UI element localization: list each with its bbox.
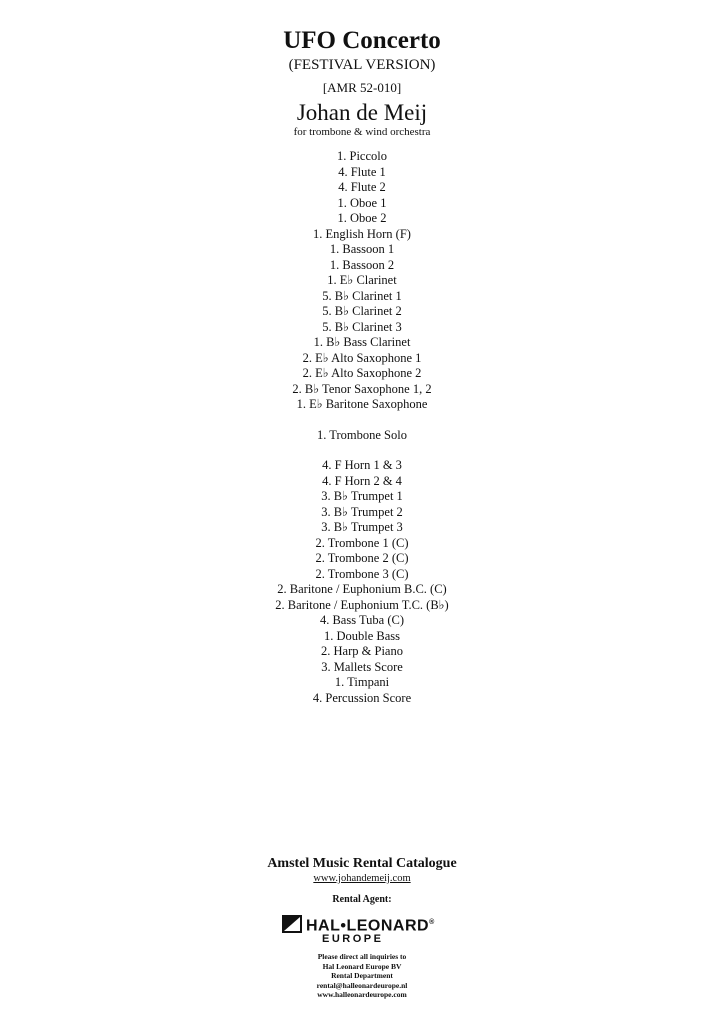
rental-catalogue-title: Amstel Music Rental Catalogue — [267, 856, 457, 871]
part-item: 3. B♭ Trumpet 3 — [321, 520, 403, 534]
piece-subtitle: (FESTIVAL VERSION) — [288, 57, 436, 73]
hal-leonard-logo-region: EUROPE — [322, 933, 384, 945]
score-header — [0, 26, 724, 139]
part-item: 3. Mallets Score — [321, 659, 403, 674]
part-item: 2. Baritone / Euphonium T.C. (B♭) — [275, 597, 449, 612]
footer — [0, 855, 724, 1000]
hal-leonard-logo — [282, 912, 442, 950]
part-item: 2. B♭ Tenor Saxophone 1, 2 — [292, 381, 432, 396]
group-spacer — [0, 413, 724, 428]
part-item: 2. Trombone 1 (C) — [315, 535, 409, 550]
part-item: 4. Percussion Score — [312, 690, 412, 705]
part-item: 1. English Horn (F) — [313, 226, 411, 241]
part-item: 1. B♭ Bass Clarinet — [313, 335, 411, 349]
part-item: 2. Baritone / Euphonium B.C. (C) — [277, 582, 447, 596]
parts-group-woodwinds — [0, 149, 724, 413]
part-item: 4. F Horn 1 & 3 — [322, 458, 402, 472]
group-spacer — [0, 443, 724, 458]
part-item: 4. Flute 1 — [338, 164, 386, 179]
registered-mark: ® — [429, 919, 435, 926]
part-item: 5. B♭ Clarinet 2 — [322, 304, 402, 318]
rental-agent-label: Rental Agent: — [332, 894, 392, 905]
composer-website-link[interactable]: www.johandemeij.com — [313, 873, 411, 884]
part-item: 5. B♭ Clarinet 3 — [322, 319, 402, 334]
part-item: 1. Timpani — [334, 675, 390, 689]
instrumentation-line: for trombone & wind orchestra — [293, 126, 431, 138]
hal-leonard-website-link[interactable]: www.halleonardeurope.com — [317, 990, 407, 999]
piece-title: UFO Concerto — [283, 27, 441, 54]
hal-leonard-mark-icon — [282, 915, 302, 933]
part-item: 4. F Horn 2 & 4 — [322, 473, 402, 488]
rental-email-link[interactable]: rental@halleonardeurope.nl — [316, 980, 408, 990]
part-item: 1. Oboe 2 — [337, 211, 387, 225]
parts-group-brass-percussion — [0, 458, 724, 706]
hal-leonard-logo-name: HAL•LEONARD — [306, 917, 430, 935]
part-item: 1. E♭ Clarinet — [327, 273, 397, 287]
part-item: 1. Oboe 1 — [337, 195, 387, 210]
inquiry-line: Rental Department — [331, 971, 393, 980]
part-item: 3. B♭ Trumpet 2 — [321, 504, 403, 519]
parts-group-solo — [0, 428, 724, 444]
part-item: 2. Trombone 3 (C) — [315, 566, 409, 581]
composer-name: Johan de Meij — [296, 100, 428, 125]
part-item: 2. Harp & Piano — [321, 644, 403, 658]
part-item: 2. Trombone 2 (C) — [315, 551, 409, 565]
part-item: 3. B♭ Trumpet 1 — [321, 489, 403, 503]
part-item: 1. Trombone Solo — [317, 427, 407, 442]
part-item: 1. Piccolo — [337, 149, 387, 163]
inquiry-line: Hal Leonard Europe BV — [322, 961, 402, 971]
part-item: 1. Bassoon 1 — [329, 242, 395, 256]
part-item: 4. Flute 2 — [338, 180, 386, 194]
part-item: 4. Bass Tuba (C) — [319, 613, 405, 627]
part-item: 5. B♭ Clarinet 1 — [322, 288, 402, 303]
part-item: 2. E♭ Alto Saxophone 2 — [302, 366, 422, 380]
part-item: 1. Double Bass — [323, 628, 401, 643]
part-item: 1. E♭ Baritone Saxophone — [296, 397, 428, 411]
catalog-code: [AMR 52-010] — [322, 80, 402, 95]
rental-inquiries-block — [0, 952, 724, 1000]
part-item: 2. E♭ Alto Saxophone 1 — [302, 350, 422, 365]
inquiry-line: Please direct all inquiries to — [317, 952, 407, 961]
parts-list — [0, 149, 724, 706]
part-item: 1. Bassoon 2 — [329, 257, 395, 272]
